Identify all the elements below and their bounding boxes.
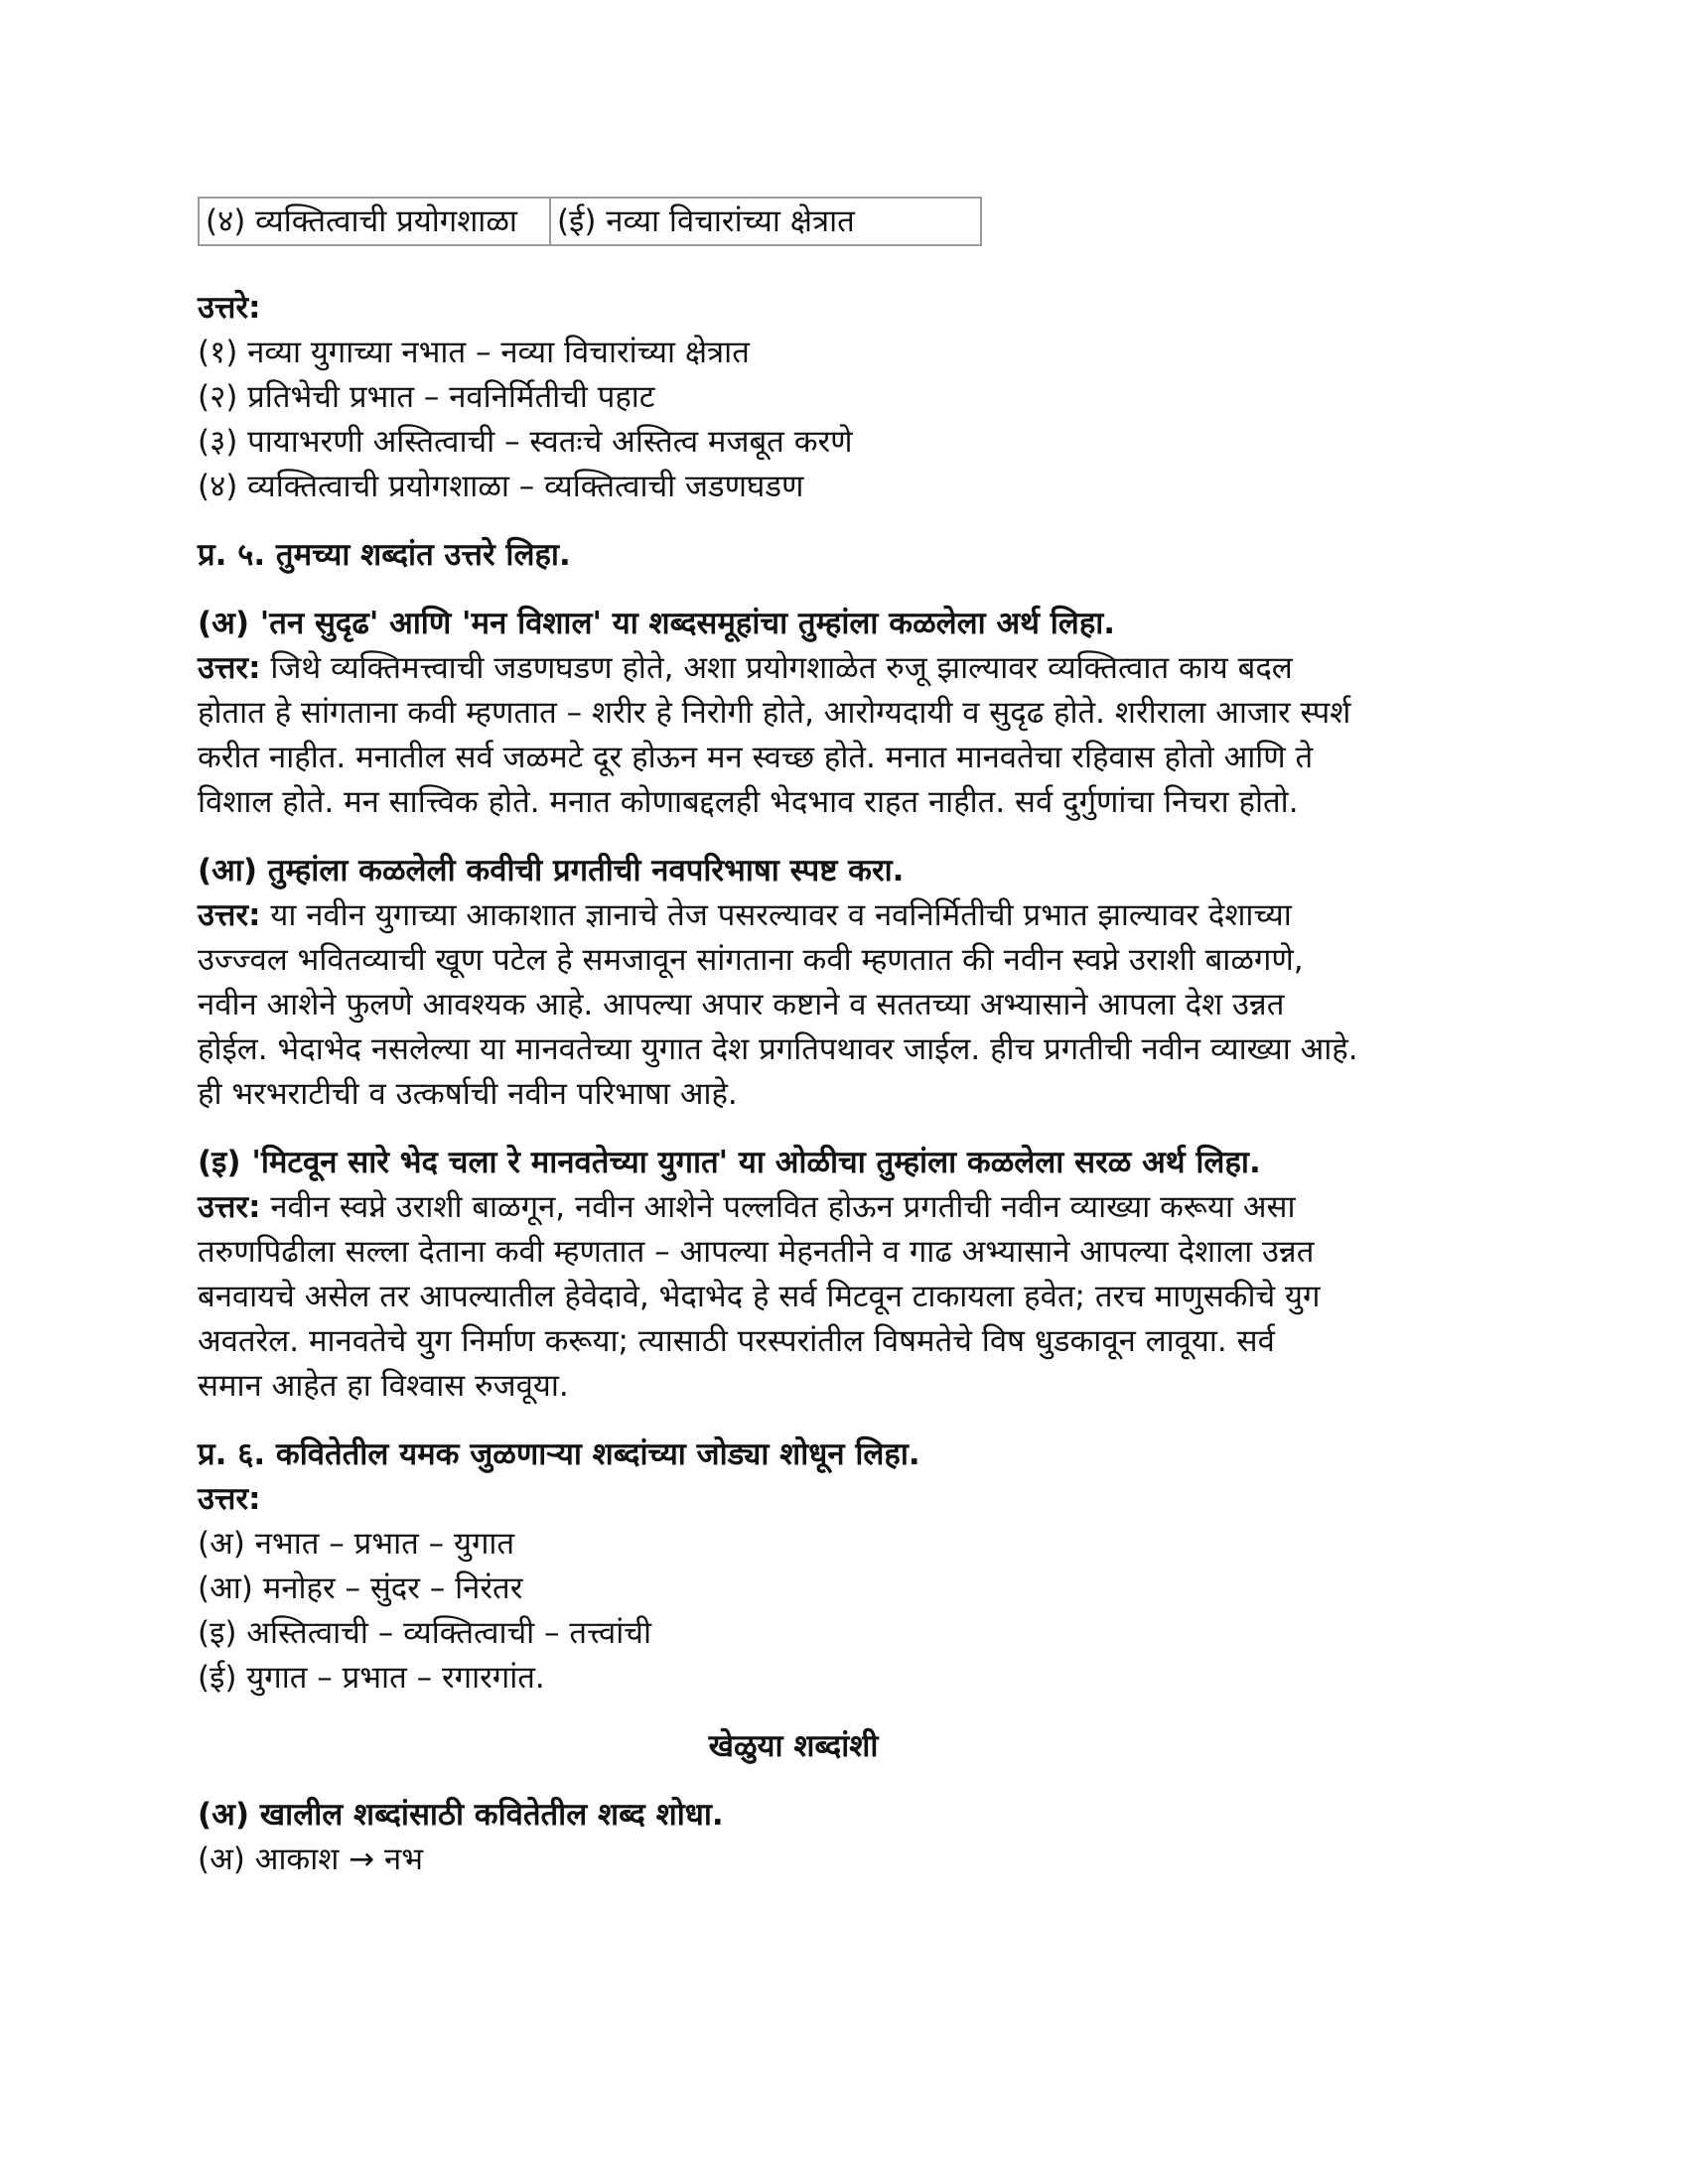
answer-text: या नवीन युगाच्या आकाशात ज्ञानाचे तेज पसरल्यावर व नवनिर्मितीची प्रभात झाल्यावर देशाच्या xyxy=(260,897,1292,933)
answer-label: उत्तर: xyxy=(198,1481,261,1517)
table-cell-left: (४) व्यक्तित्वाची प्रयोगशाळा xyxy=(199,198,550,245)
answer-5aa-line xyxy=(198,893,1488,938)
answer-text: करीत नाहीत. मनातील सर्व जळमटे दूर होऊन मन स्वच्छ होते. मनात मानवतेचा रहिवास होतो आणि ते xyxy=(198,740,1314,775)
answer-5i-line xyxy=(198,1185,1488,1230)
answer-text: होतात हे सांगताना कवी म्हणतात – शरीर हे निरोगी होते, आरोग्यदायी व सुदृढ होते. शरीराला आजार स्पर्श xyxy=(198,695,1351,731)
answer-text: नवीन आशेने फुलणे आवश्यक आहे. आपल्या अपार कष्टाने व सततच्या अभ्यासाने आपला देश उन्नत xyxy=(198,987,1285,1023)
answer-text: ही भरभराटीची व उत्कर्षाची नवीन परिभाषा आहे. xyxy=(198,1076,738,1112)
rhyme-pair-item: (ई) युगात – प्रभात – रगारगांत. xyxy=(198,1660,545,1696)
document-page xyxy=(198,197,1488,1882)
question-5-heading: प्र. ५. तुमच्या शब्दांत उत्तरे लिहा. xyxy=(198,537,571,573)
answer-item: (४) व्यक्तित्वाची प्रयोगशाळा – व्यक्तित्वाची जडणघडण xyxy=(198,469,804,504)
answer-text: होईल. भेदाभेद नसलेल्या या मानवतेच्या युगात देश प्रगतिपथावर जाईल. हीच प्रगतीची नवीन व्याख्या आहे. xyxy=(198,1031,1358,1067)
answer-text: तरुणपिढीला सल्ला देताना कवी म्हणतात – आपल्या मेहनतीने व गाढ अभ्यासाने आपल्या देशाला उन्नत xyxy=(198,1234,1315,1270)
question-5i: (इ) 'मिटवून सारे भेद चला रे मानवतेच्या युगात' या ओळीचा तुम्हांला कळलेला सरळ अर्थ लिहा. xyxy=(198,1145,1261,1180)
answer-text: जिथे व्यक्तिमत्त्वाची जडणघडण होते, अशा प्रयोगशाळेत रुजू झाल्यावर व्यक्तित्वात काय बदल xyxy=(260,650,1293,686)
answer-text: बनवायचे असेल तर आपल्यातील हेवेदावे, भेदाभेद हे सर्व मिटवून टाकायला हवेत; तरच माणुसकीचे युग xyxy=(198,1279,1321,1314)
section-question-a: (अ) खालील शब्दांसाठी कवितेतील शब्द शोधा. xyxy=(198,1797,724,1833)
answers-heading: उत्तरे: xyxy=(198,290,261,326)
answer-text: विशाल होते. मन सात्त्विक होते. मनात कोणाबद्दलही भेदभाव राहत नाहीत. सर्व दुर्गुणांचा निचरा होतो. xyxy=(198,784,1299,820)
answer-label: उत्तर: xyxy=(198,1189,261,1225)
answer-text: उज्ज्वल भवितव्याची खूण पटेल हे समजावून सांगताना कवी म्हणतात की नवीन स्वप्ने उराशी बाळगणे, xyxy=(198,942,1304,978)
answer-label: उत्तर: xyxy=(198,897,261,933)
question-5a: (अ) 'तन सुदृढ' आणि 'मन विशाल' या शब्दसमूहांचा तुम्हांला कळलेला अर्थ लिहा. xyxy=(198,606,1116,641)
rhyme-pair-item: (इ) अस्तित्वाची – व्यक्तित्वाची – तत्त्वांची xyxy=(198,1615,652,1651)
rhyme-pair-item: (अ) नभात – प्रभात – युगात xyxy=(198,1526,515,1562)
answer-item: (२) प्रतिभेची प्रभात – नवनिर्मितीची पहाट xyxy=(198,379,655,415)
answer-5a-line xyxy=(198,646,1488,691)
word-item: (अ) आकाश → नभ xyxy=(198,1842,424,1877)
match-table xyxy=(198,197,982,246)
table-row xyxy=(199,198,981,245)
answer-text: नवीन स्वप्ने उराशी बाळगून, नवीन आशेने पल्लवित होऊन प्रगतीची नवीन व्याख्या करूया असा xyxy=(260,1189,1296,1225)
answer-text: समान आहेत हा विश्वास रुजवूया. xyxy=(198,1368,569,1404)
table-cell-right: (ई) नव्या विचारांच्या क्षेत्रात xyxy=(550,198,981,245)
section-title: खेळुया शब्दांशी xyxy=(708,1728,879,1764)
question-6-heading: प्र. ६. कवितेतील यमक जुळणाऱ्या शब्दांच्या जोड्या शोधून लिहा. xyxy=(198,1436,920,1472)
answer-text: अवतरेल. मानवतेचे युग निर्माण करूया; त्यासाठी परस्परांतील विषमतेचे विष धुडकावून लावूया. सर्व xyxy=(198,1323,1275,1359)
answer-item: (३) पायाभरणी अस्तित्वाची – स्वतःचे अस्तित्व मजबूत करणे xyxy=(198,424,853,460)
answer-label: उत्तर: xyxy=(198,650,261,686)
question-5aa: (आ) तुम्हांला कळलेली कवीची प्रगतीची नवपरिभाषा स्पष्ट करा. xyxy=(198,853,905,888)
answer-item: (१) नव्या युगाच्या नभात – नव्या विचारांच्या क्षेत्रात xyxy=(198,335,750,370)
rhyme-pair-item: (आ) मनोहर – सुंदर – निरंतर xyxy=(198,1570,523,1606)
